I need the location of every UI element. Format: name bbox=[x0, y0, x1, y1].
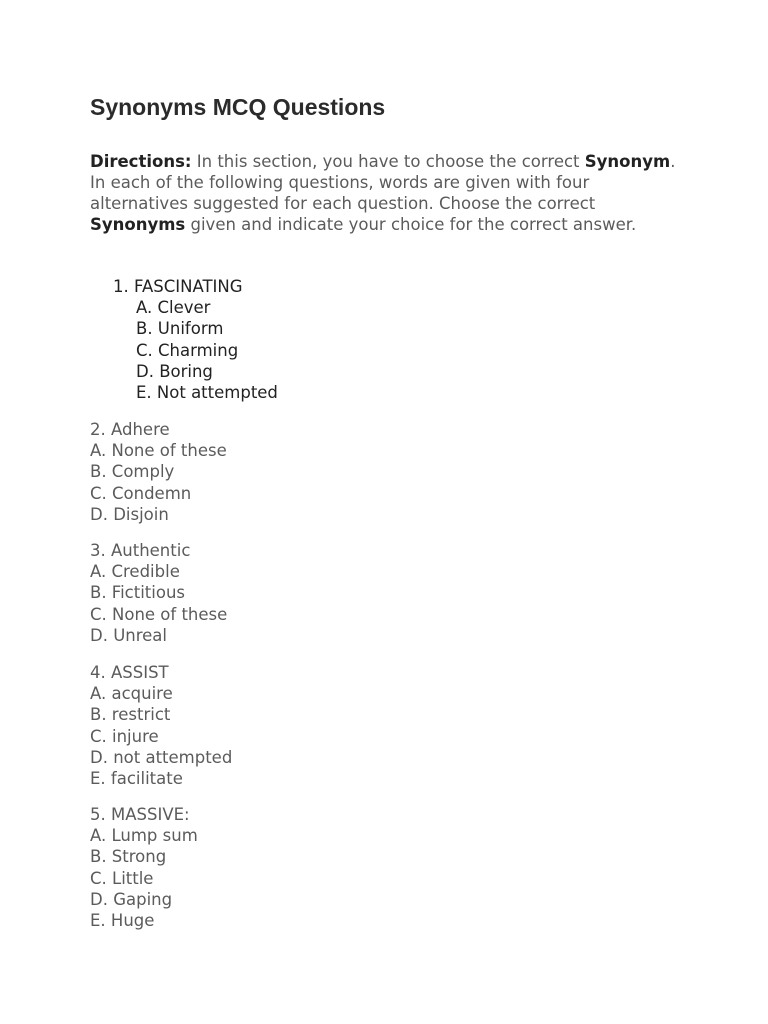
question-1-option-b: B. Uniform bbox=[136, 319, 224, 339]
question-2 bbox=[90, 419, 227, 525]
directions-text-1: In this section, you have to choose the correct bbox=[191, 152, 585, 171]
question-4-option-d: D. not attempted bbox=[90, 747, 233, 767]
question-2-heading: 2. Adhere bbox=[90, 420, 170, 439]
page-title: Synonyms MCQ Questions bbox=[90, 94, 386, 120]
question-2-option-a: A. None of these bbox=[90, 441, 227, 461]
question-5-option-d: D. Gaping bbox=[90, 889, 173, 909]
question-1-option-d: D. Boring bbox=[136, 361, 213, 381]
question-4-option-e: E. facilitate bbox=[90, 769, 183, 789]
question-3-heading: 3. Authentic bbox=[90, 541, 191, 560]
question-4-option-c: C. injure bbox=[90, 726, 159, 746]
directions-paragraph bbox=[90, 151, 690, 235]
directions-label: Directions: bbox=[90, 152, 192, 171]
directions-bold-synonym: Synonym bbox=[584, 152, 671, 171]
question-3-option-d: D. Unreal bbox=[90, 625, 167, 645]
question-4 bbox=[90, 662, 232, 789]
question-2-option-c: C. Condemn bbox=[90, 483, 192, 503]
question-4-heading: 4. ASSIST bbox=[90, 663, 169, 682]
question-1-option-e: E. Not attempted bbox=[136, 383, 278, 403]
directions-text-2: . In each of the following questions, words are given with four alternatives suggested for each question. Choose the correct bbox=[90, 152, 676, 213]
question-3-option-b: B. Fictitious bbox=[90, 583, 186, 603]
question-1-option-c: C. Charming bbox=[136, 340, 239, 360]
question-5-option-b: B. Strong bbox=[90, 847, 167, 867]
question-3-option-a: A. Credible bbox=[90, 562, 180, 582]
question-2-option-b: B. Comply bbox=[90, 462, 175, 482]
question-5-option-e: E. Huge bbox=[90, 911, 155, 931]
question-5-heading: 5. MASSIVE: bbox=[90, 805, 190, 824]
directions-text-3: given and indicate your choice for the correct answer. bbox=[185, 215, 637, 234]
question-5 bbox=[90, 804, 198, 931]
question-1-heading: 1. FASCINATING bbox=[113, 277, 243, 296]
question-3 bbox=[90, 540, 227, 646]
question-1 bbox=[113, 276, 278, 403]
question-3-option-c: C. None of these bbox=[90, 604, 228, 624]
question-5-option-c: C. Little bbox=[90, 868, 154, 888]
question-2-option-d: D. Disjoin bbox=[90, 504, 169, 524]
question-5-option-a: A. Lump sum bbox=[90, 826, 198, 846]
question-4-option-b: B. restrict bbox=[90, 705, 171, 725]
directions-bold-synonyms: Synonyms bbox=[90, 215, 186, 234]
question-4-option-a: A. acquire bbox=[90, 684, 173, 704]
question-1-options bbox=[113, 297, 278, 403]
question-1-option-a: A. Clever bbox=[136, 298, 211, 318]
